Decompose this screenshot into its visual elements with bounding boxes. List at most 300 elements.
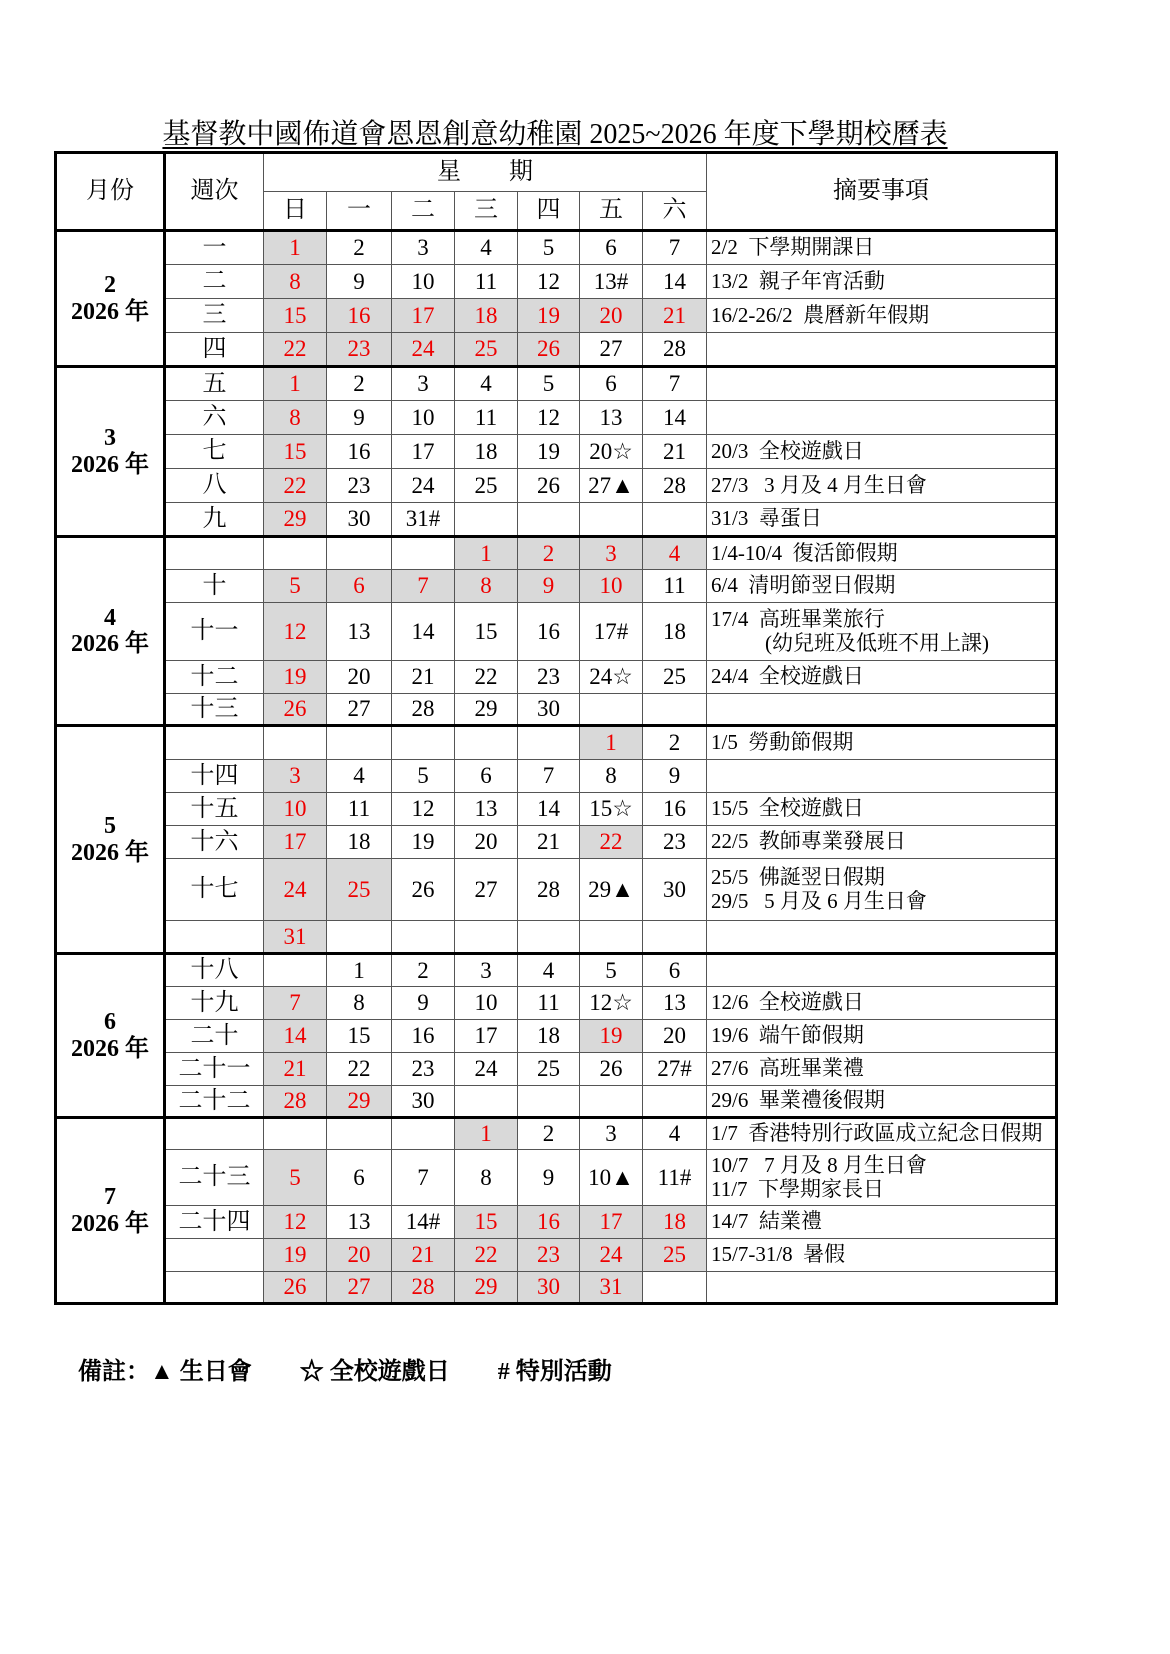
month-label — [56, 231, 165, 367]
day-cell — [580, 921, 643, 954]
school-calendar-table — [54, 151, 1058, 1305]
day-cell-holiday: 1 — [264, 367, 327, 401]
day-cell-holiday: 15 — [264, 299, 327, 333]
notes-cell — [707, 401, 1057, 435]
day-cell: 12 — [518, 401, 580, 435]
day-cell-holiday: 7 — [264, 987, 327, 1020]
week-number: 二十四 — [165, 1206, 264, 1239]
note-line: 29/6 畢業禮後假期 — [711, 1088, 885, 1113]
day-cell: 7 — [643, 367, 707, 401]
day-cell: 2 — [643, 726, 707, 760]
day-cell-holiday: 19 — [264, 661, 327, 694]
month-label — [56, 537, 165, 726]
day-cell: 16 — [518, 603, 580, 661]
week-row — [56, 1118, 1057, 1150]
week-number: 三 — [165, 299, 264, 333]
day-cell: 3 — [580, 1118, 643, 1150]
day-cell — [643, 1086, 707, 1118]
note-line: 15/7-31/8 暑假 — [711, 1242, 846, 1267]
day-cell-holiday: 28 — [392, 1272, 455, 1304]
day-cell — [392, 1118, 455, 1150]
day-cell: 11# — [643, 1150, 707, 1206]
day-cell: 14 — [392, 603, 455, 661]
week-number: 十八 — [165, 954, 264, 987]
day-cell: 25 — [455, 469, 518, 503]
week-row — [56, 570, 1057, 603]
day-cell-holiday: 16 — [518, 1206, 580, 1239]
legend-play-day: ☆ 全校遊戲日 — [299, 1359, 450, 1385]
week-row — [56, 726, 1057, 760]
day-cell-holiday: 21 — [643, 299, 707, 333]
week-row — [56, 954, 1057, 987]
day-cell: 3 — [455, 954, 518, 987]
day-cell: 16 — [392, 1020, 455, 1053]
notes-cell — [707, 435, 1057, 469]
day-cell: 4 — [327, 760, 392, 793]
notes-cell — [707, 793, 1057, 826]
note-line: 20/3 全校遊戲日 — [711, 438, 864, 463]
week-number: 七 — [165, 435, 264, 469]
notes-cell — [707, 570, 1057, 603]
day-cell: 20 — [643, 1020, 707, 1053]
week-number: 十三 — [165, 694, 264, 726]
day-cell: 19 — [518, 435, 580, 469]
month-number: 6 — [104, 1009, 116, 1036]
note-line: 2/2 下學期開課日 — [711, 235, 875, 260]
day-cell: 27 — [327, 694, 392, 726]
day-cell: 31# — [392, 503, 455, 537]
month-number: 4 — [104, 604, 116, 631]
day-cell — [518, 503, 580, 537]
day-cell-holiday: 30 — [518, 1272, 580, 1304]
week-number: 九 — [165, 503, 264, 537]
day-cell-holiday: 19 — [518, 299, 580, 333]
day-cell: 4 — [455, 367, 518, 401]
day-cell: 5 — [518, 231, 580, 265]
day-cell — [327, 1118, 392, 1150]
day-cell: 5 — [580, 954, 643, 987]
day-cell-holiday: 21 — [264, 1053, 327, 1086]
note-line: 22/5 教師專業發展日 — [711, 829, 906, 854]
notes-cell — [707, 1239, 1057, 1272]
day-cell: 14 — [643, 401, 707, 435]
day-cell-holiday: 1 — [580, 726, 643, 760]
day-cell: 16 — [327, 435, 392, 469]
day-cell-holiday: 20 — [580, 299, 643, 333]
week-row — [56, 661, 1057, 694]
week-number: 六 — [165, 401, 264, 435]
day-cell-holiday: 25 — [643, 1239, 707, 1272]
week-number: 十六 — [165, 826, 264, 859]
day-cell: 17# — [580, 603, 643, 661]
day-cell — [518, 921, 580, 954]
notes-cell — [707, 1150, 1057, 1206]
day-cell: 18 — [327, 826, 392, 859]
day-cell: 1 — [327, 954, 392, 987]
day-cell: 20 — [327, 661, 392, 694]
day-cell — [643, 694, 707, 726]
day-cell: 23 — [327, 469, 392, 503]
day-cell: 15 — [327, 1020, 392, 1053]
day-cell-holiday: 10 — [264, 793, 327, 826]
day-cell: 17 — [455, 1020, 518, 1053]
week-number: 十九 — [165, 987, 264, 1020]
day-cell — [264, 1118, 327, 1150]
day-cell — [327, 726, 392, 760]
week-number: 十二 — [165, 661, 264, 694]
day-cell — [264, 537, 327, 570]
day-cell-holiday: 12 — [264, 1206, 327, 1239]
week-number: 二 — [165, 265, 264, 299]
notes-cell — [707, 1272, 1057, 1304]
week-row — [56, 537, 1057, 570]
day-cell — [392, 726, 455, 760]
header-week: 週次 — [165, 153, 264, 231]
month-label — [56, 367, 165, 537]
day-cell: 8 — [327, 987, 392, 1020]
week-row — [56, 265, 1057, 299]
day-cell — [455, 726, 518, 760]
week-row — [56, 1020, 1057, 1053]
day-cell: 15☆ — [580, 793, 643, 826]
header-month: 月份 — [56, 153, 165, 231]
day-cell-holiday: 22 — [580, 826, 643, 859]
day-cell: 12☆ — [580, 987, 643, 1020]
day-cell-holiday: 8 — [264, 401, 327, 435]
day-cell-holiday: 22 — [264, 469, 327, 503]
day-cell — [518, 726, 580, 760]
note-line: (幼兒班及低班不用上課) — [765, 630, 989, 655]
day-cell: 25 — [518, 1053, 580, 1086]
day-cell-holiday: 12 — [264, 603, 327, 661]
week-row — [56, 1272, 1057, 1304]
day-cell: 5 — [392, 760, 455, 793]
day-cell: 3 — [392, 367, 455, 401]
day-cell: 12 — [518, 265, 580, 299]
note-line: 14/7 結業禮 — [711, 1209, 822, 1234]
week-number — [165, 537, 264, 570]
week-number — [165, 726, 264, 760]
day-cell — [580, 694, 643, 726]
day-cell — [264, 726, 327, 760]
day-cell-holiday: 26 — [518, 333, 580, 367]
notes-cell — [707, 921, 1057, 954]
notes-cell — [707, 1086, 1057, 1118]
week-row — [56, 694, 1057, 726]
note-line: 24/4 全校遊戲日 — [711, 664, 864, 689]
day-cell-holiday: 14 — [264, 1020, 327, 1053]
notes-cell — [707, 726, 1057, 760]
legend-birthday: ▲ 生日會 — [150, 1359, 252, 1385]
day-cell: 13 — [327, 1206, 392, 1239]
day-cell: 14 — [518, 793, 580, 826]
week-number: 四 — [165, 333, 264, 367]
week-row — [56, 435, 1057, 469]
day-cell-holiday: 8 — [264, 265, 327, 299]
week-number: 十一 — [165, 603, 264, 661]
day-cell: 27▲ — [580, 469, 643, 503]
note-line: 1/4-10/4 復活節假期 — [711, 540, 898, 565]
day-cell-holiday: 31 — [580, 1272, 643, 1304]
month-year: 2026 年 — [71, 631, 149, 657]
day-cell: 27 — [455, 859, 518, 921]
weekday-header: 六 — [643, 192, 707, 231]
week-row — [56, 603, 1057, 661]
day-cell: 22 — [327, 1053, 392, 1086]
day-cell: 9 — [327, 401, 392, 435]
day-cell-holiday: 7 — [392, 570, 455, 603]
day-cell: 11 — [327, 793, 392, 826]
day-cell: 4 — [518, 954, 580, 987]
day-cell-holiday: 24 — [392, 333, 455, 367]
day-cell: 11 — [455, 401, 518, 435]
week-row — [56, 1086, 1057, 1118]
day-cell: 6 — [327, 1150, 392, 1206]
week-number: 二十 — [165, 1020, 264, 1053]
week-number: 八 — [165, 469, 264, 503]
notes-cell — [707, 537, 1057, 570]
day-cell: 26 — [580, 1053, 643, 1086]
day-cell-holiday: 15 — [455, 1206, 518, 1239]
week-row — [56, 987, 1057, 1020]
month-number: 3 — [104, 425, 116, 452]
day-cell-holiday: 31 — [264, 921, 327, 954]
day-cell: 13 — [327, 603, 392, 661]
day-cell: 14# — [392, 1206, 455, 1239]
note-line: 31/3 尋蛋日 — [711, 506, 822, 531]
day-cell: 30 — [327, 503, 392, 537]
week-row — [56, 760, 1057, 793]
day-cell — [518, 1086, 580, 1118]
day-cell: 21 — [643, 435, 707, 469]
day-cell: 11 — [643, 570, 707, 603]
day-cell: 24☆ — [580, 661, 643, 694]
day-cell: 10 — [392, 401, 455, 435]
day-cell-holiday: 5 — [264, 1150, 327, 1206]
day-cell: 7 — [392, 1150, 455, 1206]
day-cell: 11 — [518, 987, 580, 1020]
notes-cell — [707, 760, 1057, 793]
week-row — [56, 231, 1057, 265]
legend-prefix: 備註： — [78, 1359, 150, 1385]
day-cell: 26 — [392, 859, 455, 921]
day-cell — [327, 921, 392, 954]
day-cell: 17 — [392, 435, 455, 469]
note-line: 12/6 全校遊戲日 — [711, 990, 864, 1015]
day-cell-holiday: 19 — [580, 1020, 643, 1053]
day-cell: 7 — [518, 760, 580, 793]
week-number — [165, 1239, 264, 1272]
week-number: 十 — [165, 570, 264, 603]
day-cell-holiday: 10 — [580, 570, 643, 603]
day-cell — [455, 921, 518, 954]
week-number: 五 — [165, 367, 264, 401]
day-cell: 12 — [392, 793, 455, 826]
day-cell: 7 — [643, 231, 707, 265]
day-cell-holiday: 20 — [327, 1239, 392, 1272]
day-cell: 3 — [392, 231, 455, 265]
day-cell-holiday: 17 — [264, 826, 327, 859]
day-cell: 6 — [643, 954, 707, 987]
week-row — [56, 1053, 1057, 1086]
day-cell-holiday: 25 — [327, 859, 392, 921]
day-cell-holiday: 29 — [264, 503, 327, 537]
month-year: 2026 年 — [71, 298, 149, 325]
day-cell: 20☆ — [580, 435, 643, 469]
day-cell: 8 — [455, 1150, 518, 1206]
header-weekday-group: 星 期 — [264, 153, 707, 192]
note-line: 1/7 香港特別行政區成立紀念日假期 — [711, 1121, 1043, 1146]
header-notes: 摘要事項 — [707, 153, 1057, 231]
week-number — [165, 921, 264, 954]
day-cell: 4 — [643, 1118, 707, 1150]
day-cell-holiday: 6 — [327, 570, 392, 603]
month-label — [56, 954, 165, 1118]
day-cell-holiday: 28 — [264, 1086, 327, 1118]
day-cell-holiday: 15 — [264, 435, 327, 469]
day-cell: 9 — [643, 760, 707, 793]
day-cell-holiday: 24 — [264, 859, 327, 921]
day-cell: 29 — [455, 694, 518, 726]
month-year: 2026 年 — [71, 839, 149, 866]
day-cell-holiday: 26 — [264, 694, 327, 726]
day-cell-holiday: 19 — [264, 1239, 327, 1272]
day-cell — [643, 1272, 707, 1304]
week-number: 二十三 — [165, 1150, 264, 1206]
day-cell: 27 — [580, 333, 643, 367]
day-cell: 2 — [327, 367, 392, 401]
note-line: 27/6 高班畢業禮 — [711, 1056, 864, 1081]
day-cell: 19 — [392, 826, 455, 859]
week-row — [56, 367, 1057, 401]
month-label — [56, 1118, 165, 1304]
week-number: 二十一 — [165, 1053, 264, 1086]
week-row — [56, 401, 1057, 435]
week-number — [165, 1272, 264, 1304]
page-title: 基督教中國佈道會恩恩創意幼稚園 2025~2026 年度下學期校曆表 — [162, 119, 948, 150]
note-line: 16/2-26/2 農曆新年假期 — [711, 302, 930, 327]
notes-cell — [707, 1053, 1057, 1086]
day-cell-holiday: 9 — [518, 570, 580, 603]
note-line: 6/4 清明節翌日假期 — [711, 573, 896, 598]
note-line: 15/5 全校遊戲日 — [711, 796, 864, 821]
day-cell: 22 — [455, 661, 518, 694]
day-cell: 9 — [327, 265, 392, 299]
day-cell — [580, 1086, 643, 1118]
notes-cell — [707, 694, 1057, 726]
weekday-header: 四 — [518, 192, 580, 231]
day-cell-holiday: 1 — [264, 231, 327, 265]
month-year: 2026 年 — [71, 1035, 149, 1062]
day-cell-holiday: 3 — [580, 537, 643, 570]
day-cell: 5 — [518, 367, 580, 401]
week-number: 一 — [165, 231, 264, 265]
day-cell: 28 — [643, 333, 707, 367]
week-row — [56, 503, 1057, 537]
day-cell: 28 — [518, 859, 580, 921]
note-line: 29/5 5 月及 6 月生日會 — [711, 888, 927, 913]
week-row — [56, 826, 1057, 859]
notes-cell — [707, 333, 1057, 367]
day-cell: 21 — [518, 826, 580, 859]
week-row — [56, 921, 1057, 954]
day-cell: 9 — [392, 987, 455, 1020]
day-cell: 14 — [643, 265, 707, 299]
week-row — [56, 859, 1057, 921]
day-cell: 10 — [455, 987, 518, 1020]
day-cell: 18 — [455, 435, 518, 469]
day-cell: 30 — [643, 859, 707, 921]
day-cell: 8 — [580, 760, 643, 793]
day-cell-holiday: 22 — [264, 333, 327, 367]
day-cell: 13 — [580, 401, 643, 435]
weekday-header: 二 — [392, 192, 455, 231]
day-cell: 13 — [455, 793, 518, 826]
note-line: 11/7 下學期家長日 — [711, 1176, 885, 1201]
notes-cell — [707, 987, 1057, 1020]
notes-cell — [707, 1206, 1057, 1239]
week-row — [56, 1206, 1057, 1239]
notes-cell — [707, 954, 1057, 987]
week-number: 十四 — [165, 760, 264, 793]
day-cell: 10 — [392, 265, 455, 299]
week-row — [56, 793, 1057, 826]
day-cell — [580, 503, 643, 537]
month-number: 2 — [104, 272, 116, 299]
note-line: 25/5 佛誕翌日假期 — [711, 865, 885, 890]
notes-cell — [707, 603, 1057, 661]
day-cell: 30 — [518, 694, 580, 726]
day-cell: 23 — [643, 826, 707, 859]
day-cell — [327, 537, 392, 570]
day-cell — [455, 1086, 518, 1118]
month-number: 7 — [104, 1184, 116, 1211]
day-cell: 28 — [643, 469, 707, 503]
day-cell — [643, 921, 707, 954]
week-number: 十五 — [165, 793, 264, 826]
day-cell: 28 — [392, 694, 455, 726]
day-cell-holiday: 17 — [392, 299, 455, 333]
day-cell-holiday: 17 — [580, 1206, 643, 1239]
day-cell: 11 — [455, 265, 518, 299]
day-cell-holiday: 22 — [455, 1239, 518, 1272]
day-cell: 20 — [455, 826, 518, 859]
notes-cell — [707, 1118, 1057, 1150]
note-line: 1/5 勞動節假期 — [711, 730, 854, 755]
day-cell-holiday: 24 — [580, 1239, 643, 1272]
day-cell: 4 — [455, 231, 518, 265]
day-cell-holiday: 25 — [455, 333, 518, 367]
day-cell: 24 — [392, 469, 455, 503]
notes-cell — [707, 1020, 1057, 1053]
week-row — [56, 1239, 1057, 1272]
weekday-header: 一 — [327, 192, 392, 231]
week-number: 二十二 — [165, 1086, 264, 1118]
weekday-header: 五 — [580, 192, 643, 231]
day-cell-holiday: 27 — [327, 1272, 392, 1304]
day-cell-holiday: 8 — [455, 570, 518, 603]
day-cell-holiday: 21 — [392, 1239, 455, 1272]
note-line: 19/6 端午節假期 — [711, 1023, 864, 1048]
notes-cell — [707, 299, 1057, 333]
day-cell-holiday: 23 — [518, 1239, 580, 1272]
day-cell — [643, 503, 707, 537]
day-cell-holiday: 5 — [264, 570, 327, 603]
day-cell: 18 — [518, 1020, 580, 1053]
day-cell — [264, 954, 327, 987]
day-cell: 2 — [327, 231, 392, 265]
day-cell: 15 — [455, 603, 518, 661]
